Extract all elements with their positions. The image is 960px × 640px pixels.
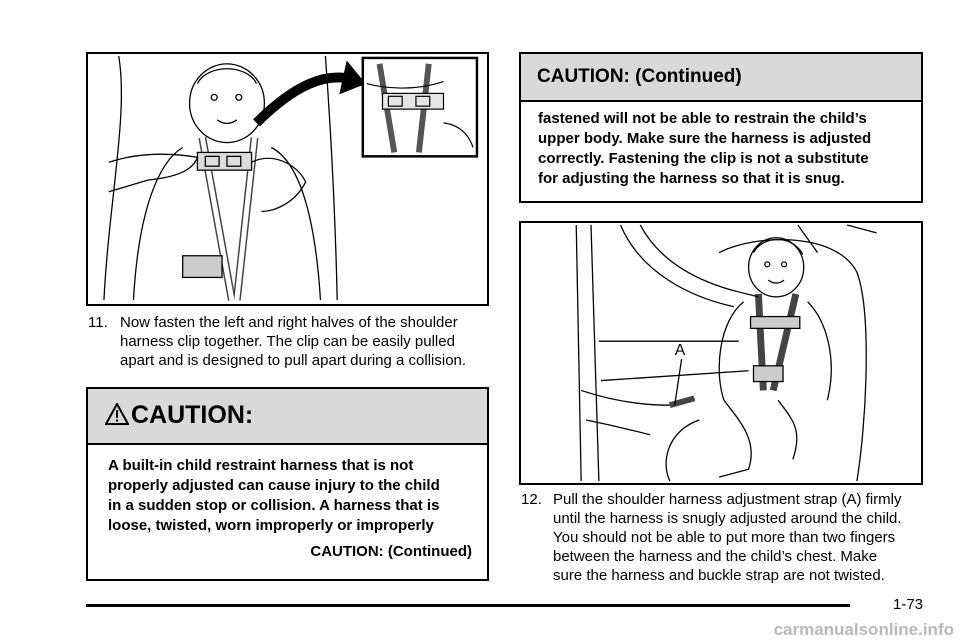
step-line: You should not be able to put more than two fingers xyxy=(553,529,896,546)
step-line: sure the harness and buckle strap are not twisted. xyxy=(553,567,885,584)
caution-line: properly adjusted can cause injury to the child xyxy=(108,477,440,494)
step-line: Now fasten the left and right halves of the shoulder xyxy=(120,314,458,331)
caution-line: for adjusting the harness so that it is snug. xyxy=(538,170,845,187)
caution-continued-note: CAUTION: (Continued) xyxy=(310,543,472,560)
caution-line: in a sudden stop or collision. A harness that is xyxy=(108,497,440,514)
caution-line: A built-in child restraint harness that is not xyxy=(108,457,414,474)
caution-continued-title: CAUTION: (Continued) xyxy=(537,66,742,87)
step-number: 11. xyxy=(88,314,108,331)
caution-body xyxy=(108,456,478,536)
step-number: 12. xyxy=(521,491,542,508)
caution-header xyxy=(88,389,487,445)
step-line: Pull the shoulder harness adjustment strap (A) firmly xyxy=(553,491,902,508)
caution-line: fastened will not be able to restrain the child’s xyxy=(538,110,867,127)
watermark: carmanualsonline.info xyxy=(773,620,954,639)
step-text xyxy=(120,313,466,370)
caution-line: upper body. Make sure the harness is adjusted xyxy=(538,130,872,147)
caution-continued-body xyxy=(538,109,918,189)
harness-adjust-illustration xyxy=(519,221,923,485)
step-line: until the harness is snugly adjusted around the child. xyxy=(553,510,902,527)
footer-rule xyxy=(86,604,850,607)
caution-line: loose, twisted, worn improperly or improperly xyxy=(108,517,434,534)
step-line: between the harness and the child’s chest. Make xyxy=(553,548,878,565)
harness-clip-illustration xyxy=(86,52,489,306)
callout-label-a: A xyxy=(674,341,686,359)
caution-title: CAUTION: xyxy=(131,401,254,429)
step-text xyxy=(553,490,902,585)
warning-triangle-icon xyxy=(105,403,129,430)
caution-continued-header xyxy=(521,54,921,102)
page-number: 1-73 xyxy=(893,596,924,613)
caution-box xyxy=(86,387,489,581)
caution-continued-box xyxy=(519,52,923,203)
caution-line: correctly. Fastening the clip is not a substitute xyxy=(538,150,869,167)
step-line: harness clip together. The clip can be easily pulled xyxy=(120,333,455,350)
step-line: apart and is designed to pull apart during a collision. xyxy=(120,352,467,369)
harness-clip-drawing xyxy=(88,54,487,304)
harness-adjust-drawing xyxy=(521,223,921,483)
